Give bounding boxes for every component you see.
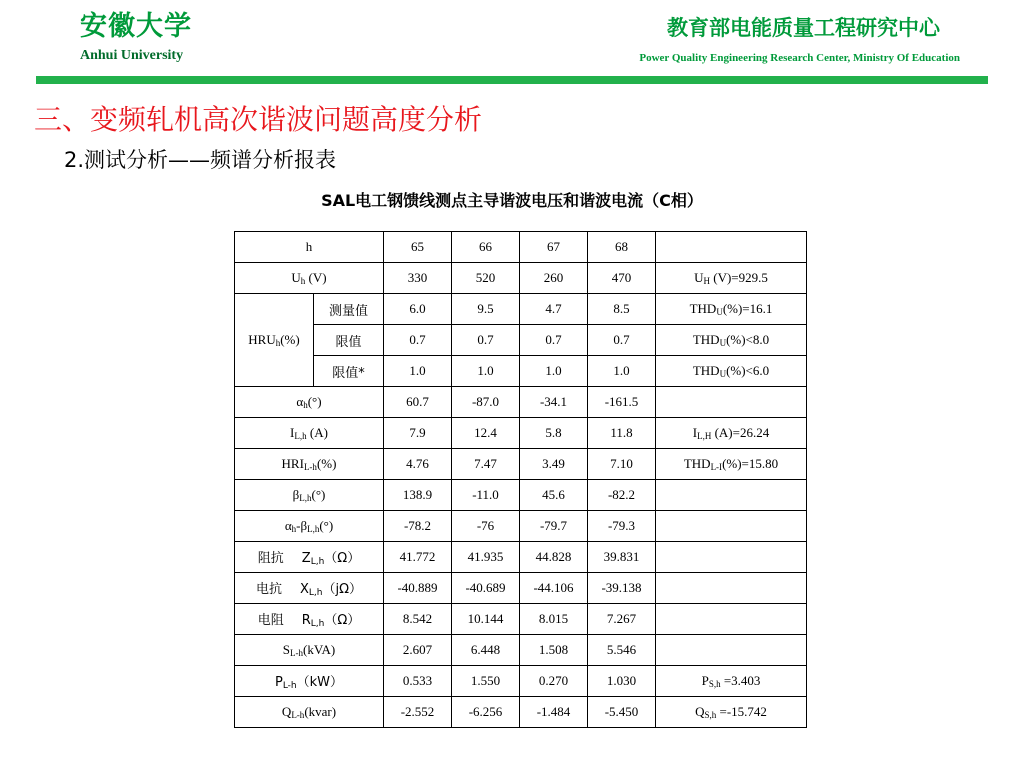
table-cell: 1.550 xyxy=(452,666,520,697)
table-row xyxy=(235,604,807,635)
summary-part: (V)=929.5 xyxy=(710,270,768,285)
table-cell: -87.0 xyxy=(452,387,520,418)
label-part: S xyxy=(282,642,290,657)
label-part: (%) xyxy=(280,332,300,347)
table-cell: -5.450 xyxy=(588,697,656,728)
table-cell: 7.267 xyxy=(588,604,656,635)
table-row xyxy=(235,666,807,697)
summary-sub: S,h xyxy=(708,679,721,689)
label-sub: h xyxy=(300,276,306,286)
label-sub: L-h xyxy=(289,648,303,658)
table-cell: 1.0 xyxy=(520,356,588,387)
row-label-il xyxy=(235,418,384,449)
label-part: （kW） xyxy=(296,675,344,690)
table-row xyxy=(235,325,807,356)
table-cell: 8.015 xyxy=(520,604,588,635)
row-label-alpha xyxy=(235,387,384,418)
label-part: α xyxy=(284,518,292,533)
table-cell: -34.1 xyxy=(520,387,588,418)
summary-cell xyxy=(656,697,807,728)
summary-cell xyxy=(656,480,807,511)
research-center-cn: 教育部电能质量工程研究中心 xyxy=(667,16,940,40)
summary-part: =3.403 xyxy=(720,673,761,688)
summary-cell xyxy=(656,542,807,573)
table-cell: 0.7 xyxy=(588,325,656,356)
table-row xyxy=(235,697,807,728)
label-sub: L,h xyxy=(308,588,323,598)
table-cell: -44.106 xyxy=(520,573,588,604)
row-label-resistance xyxy=(235,604,384,635)
table-cell: 0.7 xyxy=(384,325,452,356)
table-cell: -6.256 xyxy=(452,697,520,728)
table-cell: 60.7 xyxy=(384,387,452,418)
label-sub: L-h xyxy=(291,710,305,720)
label-part: U xyxy=(291,270,301,285)
table-cell: 39.831 xyxy=(588,542,656,573)
label-part: Q xyxy=(281,704,292,719)
label-part: (V) xyxy=(305,270,327,285)
label-part: R xyxy=(301,613,311,628)
table-cell: -2.552 xyxy=(384,697,452,728)
table-cell: 12.4 xyxy=(452,418,520,449)
header-divider xyxy=(36,76,988,84)
university-name-cn: 安徽大学 xyxy=(80,11,192,42)
table-row xyxy=(235,294,807,325)
label-part: （Ω） xyxy=(324,551,361,566)
label-part: (kvar) xyxy=(304,704,337,719)
table-cell: 260 xyxy=(520,263,588,294)
table-cell: 41.935 xyxy=(452,542,520,573)
label-part: 电阻 xyxy=(257,613,284,628)
label-part: HRI xyxy=(281,456,304,471)
table-cell: 5.8 xyxy=(520,418,588,449)
table-title: SAL电工钢馈线测点主导谐波电压和谐波电流（C相） xyxy=(321,191,703,210)
row-label-limit: 限值 xyxy=(314,325,384,356)
summary-cell xyxy=(656,635,807,666)
table-cell: 4.7 xyxy=(520,294,588,325)
table-cell: 8.542 xyxy=(384,604,452,635)
table-row xyxy=(235,511,807,542)
label-sub: L-h xyxy=(282,681,297,691)
summary-cell xyxy=(656,511,807,542)
label-part: Z xyxy=(301,551,311,566)
summary-part: (%)<8.0 xyxy=(726,332,770,347)
table-cell: 520 xyxy=(452,263,520,294)
table-cell: 66 xyxy=(452,232,520,263)
summary-cell xyxy=(656,325,807,356)
summary-sub: S,h xyxy=(704,710,717,720)
summary-sub: U xyxy=(719,338,727,348)
table-cell: 1.508 xyxy=(520,635,588,666)
table-cell: -78.2 xyxy=(384,511,452,542)
row-label-hru xyxy=(235,294,314,387)
summary-cell xyxy=(656,666,807,697)
row-label-h: h xyxy=(235,232,384,263)
table-cell: -82.2 xyxy=(588,480,656,511)
table-cell: -79.3 xyxy=(588,511,656,542)
table-row xyxy=(235,263,807,294)
summary-cell xyxy=(656,573,807,604)
table-cell: 45.6 xyxy=(520,480,588,511)
summary-part: (%)<6.0 xyxy=(726,363,770,378)
table-cell: 0.7 xyxy=(452,325,520,356)
row-label-impedance xyxy=(235,542,384,573)
summary-sub: H xyxy=(703,276,710,286)
table-row xyxy=(235,387,807,418)
row-label-reactive-power xyxy=(235,697,384,728)
table-cell: -79.7 xyxy=(520,511,588,542)
table-cell: 68 xyxy=(588,232,656,263)
table-row xyxy=(235,635,807,666)
label-part: (%) xyxy=(316,456,337,471)
label-sub: h xyxy=(303,400,308,410)
label-part: P xyxy=(274,675,283,690)
table-cell: 8.5 xyxy=(588,294,656,325)
summary-part: THD xyxy=(689,301,717,316)
summary-cell xyxy=(656,356,807,387)
table-cell: 9.5 xyxy=(452,294,520,325)
harmonic-table xyxy=(234,231,807,728)
table-cell: 6.0 xyxy=(384,294,452,325)
label-part: -β xyxy=(296,518,308,533)
table-cell: 1.0 xyxy=(588,356,656,387)
row-label-uh xyxy=(235,263,384,294)
summary-part: THD xyxy=(692,332,720,347)
table-cell: 6.448 xyxy=(452,635,520,666)
summary-cell xyxy=(656,263,807,294)
summary-part: THD xyxy=(692,363,720,378)
table-row xyxy=(235,449,807,480)
row-label-limit-star: 限值* xyxy=(314,356,384,387)
row-label-alpha-beta xyxy=(235,511,384,542)
table-row xyxy=(235,480,807,511)
label-part: 阻抗 xyxy=(257,551,284,566)
table-row xyxy=(235,356,807,387)
table-row xyxy=(235,542,807,573)
table-cell: 44.828 xyxy=(520,542,588,573)
label-part: (A) xyxy=(306,425,328,440)
table-cell: -161.5 xyxy=(588,387,656,418)
research-center-en: Power Quality Engineering Research Center, Ministry Of Education xyxy=(639,52,960,64)
label-part: (°) xyxy=(319,518,334,533)
table-cell: 2.607 xyxy=(384,635,452,666)
table-cell: 1.0 xyxy=(384,356,452,387)
label-sub: L,h xyxy=(294,431,307,441)
summary-cell xyxy=(656,604,807,635)
table-cell: 470 xyxy=(588,263,656,294)
row-label-beta xyxy=(235,480,384,511)
summary-cell xyxy=(656,294,807,325)
section-title: 三、变频轧机高次谐波问题高度分析 xyxy=(34,103,483,136)
summary-part: I xyxy=(692,425,698,440)
table-cell: 5.546 xyxy=(588,635,656,666)
table-cell: 7.47 xyxy=(452,449,520,480)
table-cell: 67 xyxy=(520,232,588,263)
summary-part: Q xyxy=(695,704,705,719)
table-cell: 0.7 xyxy=(520,325,588,356)
table-cell: 3.49 xyxy=(520,449,588,480)
table-row xyxy=(235,232,807,263)
label-part: （Ω） xyxy=(324,613,361,628)
table-cell: -1.484 xyxy=(520,697,588,728)
table-cell: 0.270 xyxy=(520,666,588,697)
label-sub: L,h xyxy=(299,493,312,503)
label-sub: L,h xyxy=(310,619,325,629)
label-part: X xyxy=(299,582,309,597)
summary-part: =-15.742 xyxy=(716,704,767,719)
row-label-reactance xyxy=(235,573,384,604)
summary-sub: L,H xyxy=(697,431,712,441)
row-label-hri xyxy=(235,449,384,480)
table-cell: -76 xyxy=(452,511,520,542)
label-sub: h xyxy=(275,338,281,348)
label-part: I xyxy=(290,425,295,440)
label-part: （jΩ） xyxy=(322,582,363,597)
summary-part: THD xyxy=(683,456,711,471)
table-cell: 1.030 xyxy=(588,666,656,697)
table-cell: 7.10 xyxy=(588,449,656,480)
table-cell: -40.689 xyxy=(452,573,520,604)
label-sub: h xyxy=(291,524,297,534)
table-cell: -11.0 xyxy=(452,480,520,511)
table-cell: 41.772 xyxy=(384,542,452,573)
label-sub: L,h xyxy=(310,557,325,567)
table-cell: 138.9 xyxy=(384,480,452,511)
university-name-en: Anhui University xyxy=(80,48,184,63)
summary-part: (%)=15.80 xyxy=(722,456,779,471)
summary-part: (%)=16.1 xyxy=(722,301,773,316)
label-sub: L,h xyxy=(307,524,320,534)
subtitle: 2.测试分析——频谱分析报表 xyxy=(64,148,337,172)
summary-part: (A)=26.24 xyxy=(711,425,770,440)
row-label-active-power xyxy=(235,666,384,697)
table-cell: 10.144 xyxy=(452,604,520,635)
table-cell: 7.9 xyxy=(384,418,452,449)
table-cell: 65 xyxy=(384,232,452,263)
label-part: β xyxy=(292,487,300,502)
table-cell: -39.138 xyxy=(588,573,656,604)
table-row xyxy=(235,573,807,604)
summary-cell xyxy=(656,418,807,449)
summary-sub: L-I xyxy=(710,462,723,472)
summary-sub: U xyxy=(719,369,727,379)
label-part: 电抗 xyxy=(255,582,282,597)
summary-cell xyxy=(656,232,807,263)
label-part: (°) xyxy=(307,394,322,409)
label-part: HRU xyxy=(248,332,276,347)
table-cell: 4.76 xyxy=(384,449,452,480)
table-row xyxy=(235,418,807,449)
table-cell: -40.889 xyxy=(384,573,452,604)
row-label-measured: 测量值 xyxy=(314,294,384,325)
summary-part: P xyxy=(701,673,709,688)
summary-part: U xyxy=(694,270,704,285)
summary-sub: U xyxy=(716,307,723,317)
table-cell: 11.8 xyxy=(588,418,656,449)
label-sub: L-h xyxy=(303,462,317,472)
label-part: α xyxy=(296,394,304,409)
label-part: (°) xyxy=(311,487,326,502)
table-cell: 0.533 xyxy=(384,666,452,697)
summary-cell xyxy=(656,449,807,480)
table-cell: 330 xyxy=(384,263,452,294)
label-part: (kVA) xyxy=(302,642,336,657)
summary-cell xyxy=(656,387,807,418)
row-label-apparent-power xyxy=(235,635,384,666)
table-cell: 1.0 xyxy=(452,356,520,387)
